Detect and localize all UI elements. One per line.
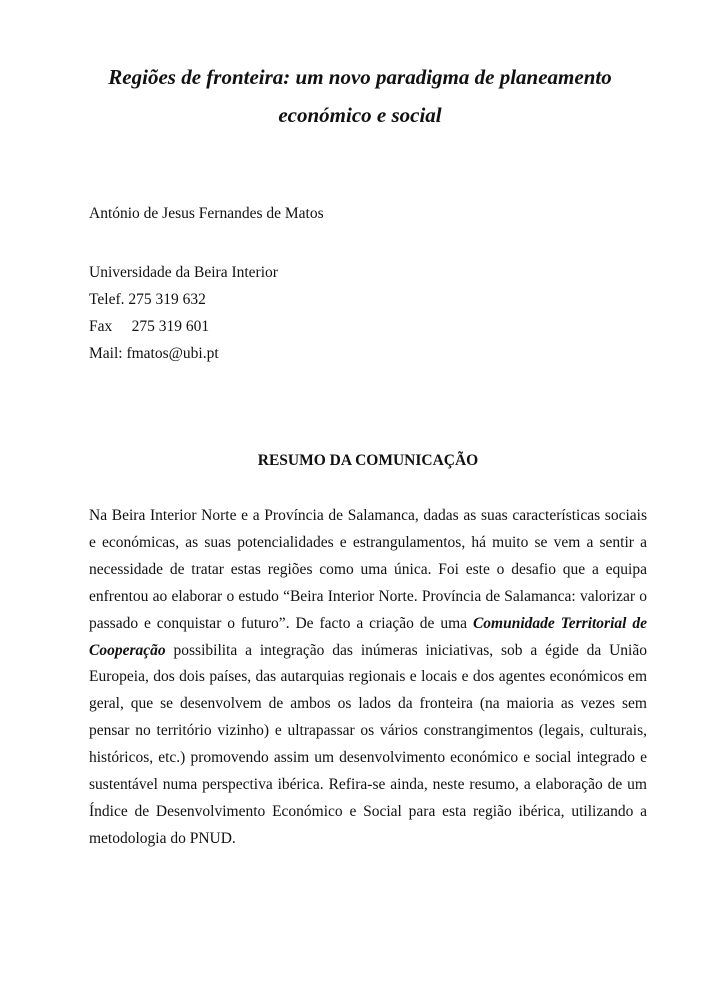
email-address: Mail: fmatos@ubi.pt: [89, 345, 219, 362]
phone-number: Telef. 275 319 632: [89, 291, 206, 308]
title-line-1: Regiões de fronteira: um novo paradigma de planeamento: [108, 65, 612, 89]
institution: Universidade da Beira Interior: [89, 264, 278, 281]
section-heading: RESUMO DA COMUNICAÇÃO: [257, 452, 479, 469]
title-line-2: económico e social: [278, 103, 442, 127]
abstract-text-part-1: Na Beira Interior Norte e a Província de Salamanca, dadas as suas características sociais e económicas, as suas potencialidades e estrangulamentos, há muito se vem a sentir a necessidade de tratar estas regiões como uma única. Foi este o desafio que a equipa enfrentou ao elaborar o estudo “Beira Interior Norte. Província de Salamanca: valorizar o passado e conquistar o futuro”. De facto a criação de uma: [89, 507, 647, 632]
abstract-emphasis: Comunidade Territorial de Cooperação: [89, 614, 647, 659]
fax-number: Fax 275 319 601: [89, 318, 210, 335]
abstract-text-part-2: possibilita a integração das inúmeras iniciativas, sob a égide da União Europeia, dos dois países, das autarquias regionais e locais e dos agentes económicos em geral, que se desenvolvem de ambos os lados da fronteira (na maioria as vezes sem pensar no território vizinho) e ultrapassar os vários constrangimentos (legais, culturais, históricos, etc.) promovendo assim um desenvolvimento económico e social integrado e sustentável numa perspectiva ibérica. Refira-se ainda, neste resumo, a elaboração de um Índice de Desenvolvimento Económico e Social para esta região ibérica, utilizando a metodologia do PNUD.: [89, 641, 647, 847]
abstract-paragraph: [89, 503, 647, 853]
contact-block: [89, 259, 278, 367]
author-name: António de Jesus Fernandes de Matos: [89, 205, 324, 222]
document-title: [60, 58, 660, 134]
